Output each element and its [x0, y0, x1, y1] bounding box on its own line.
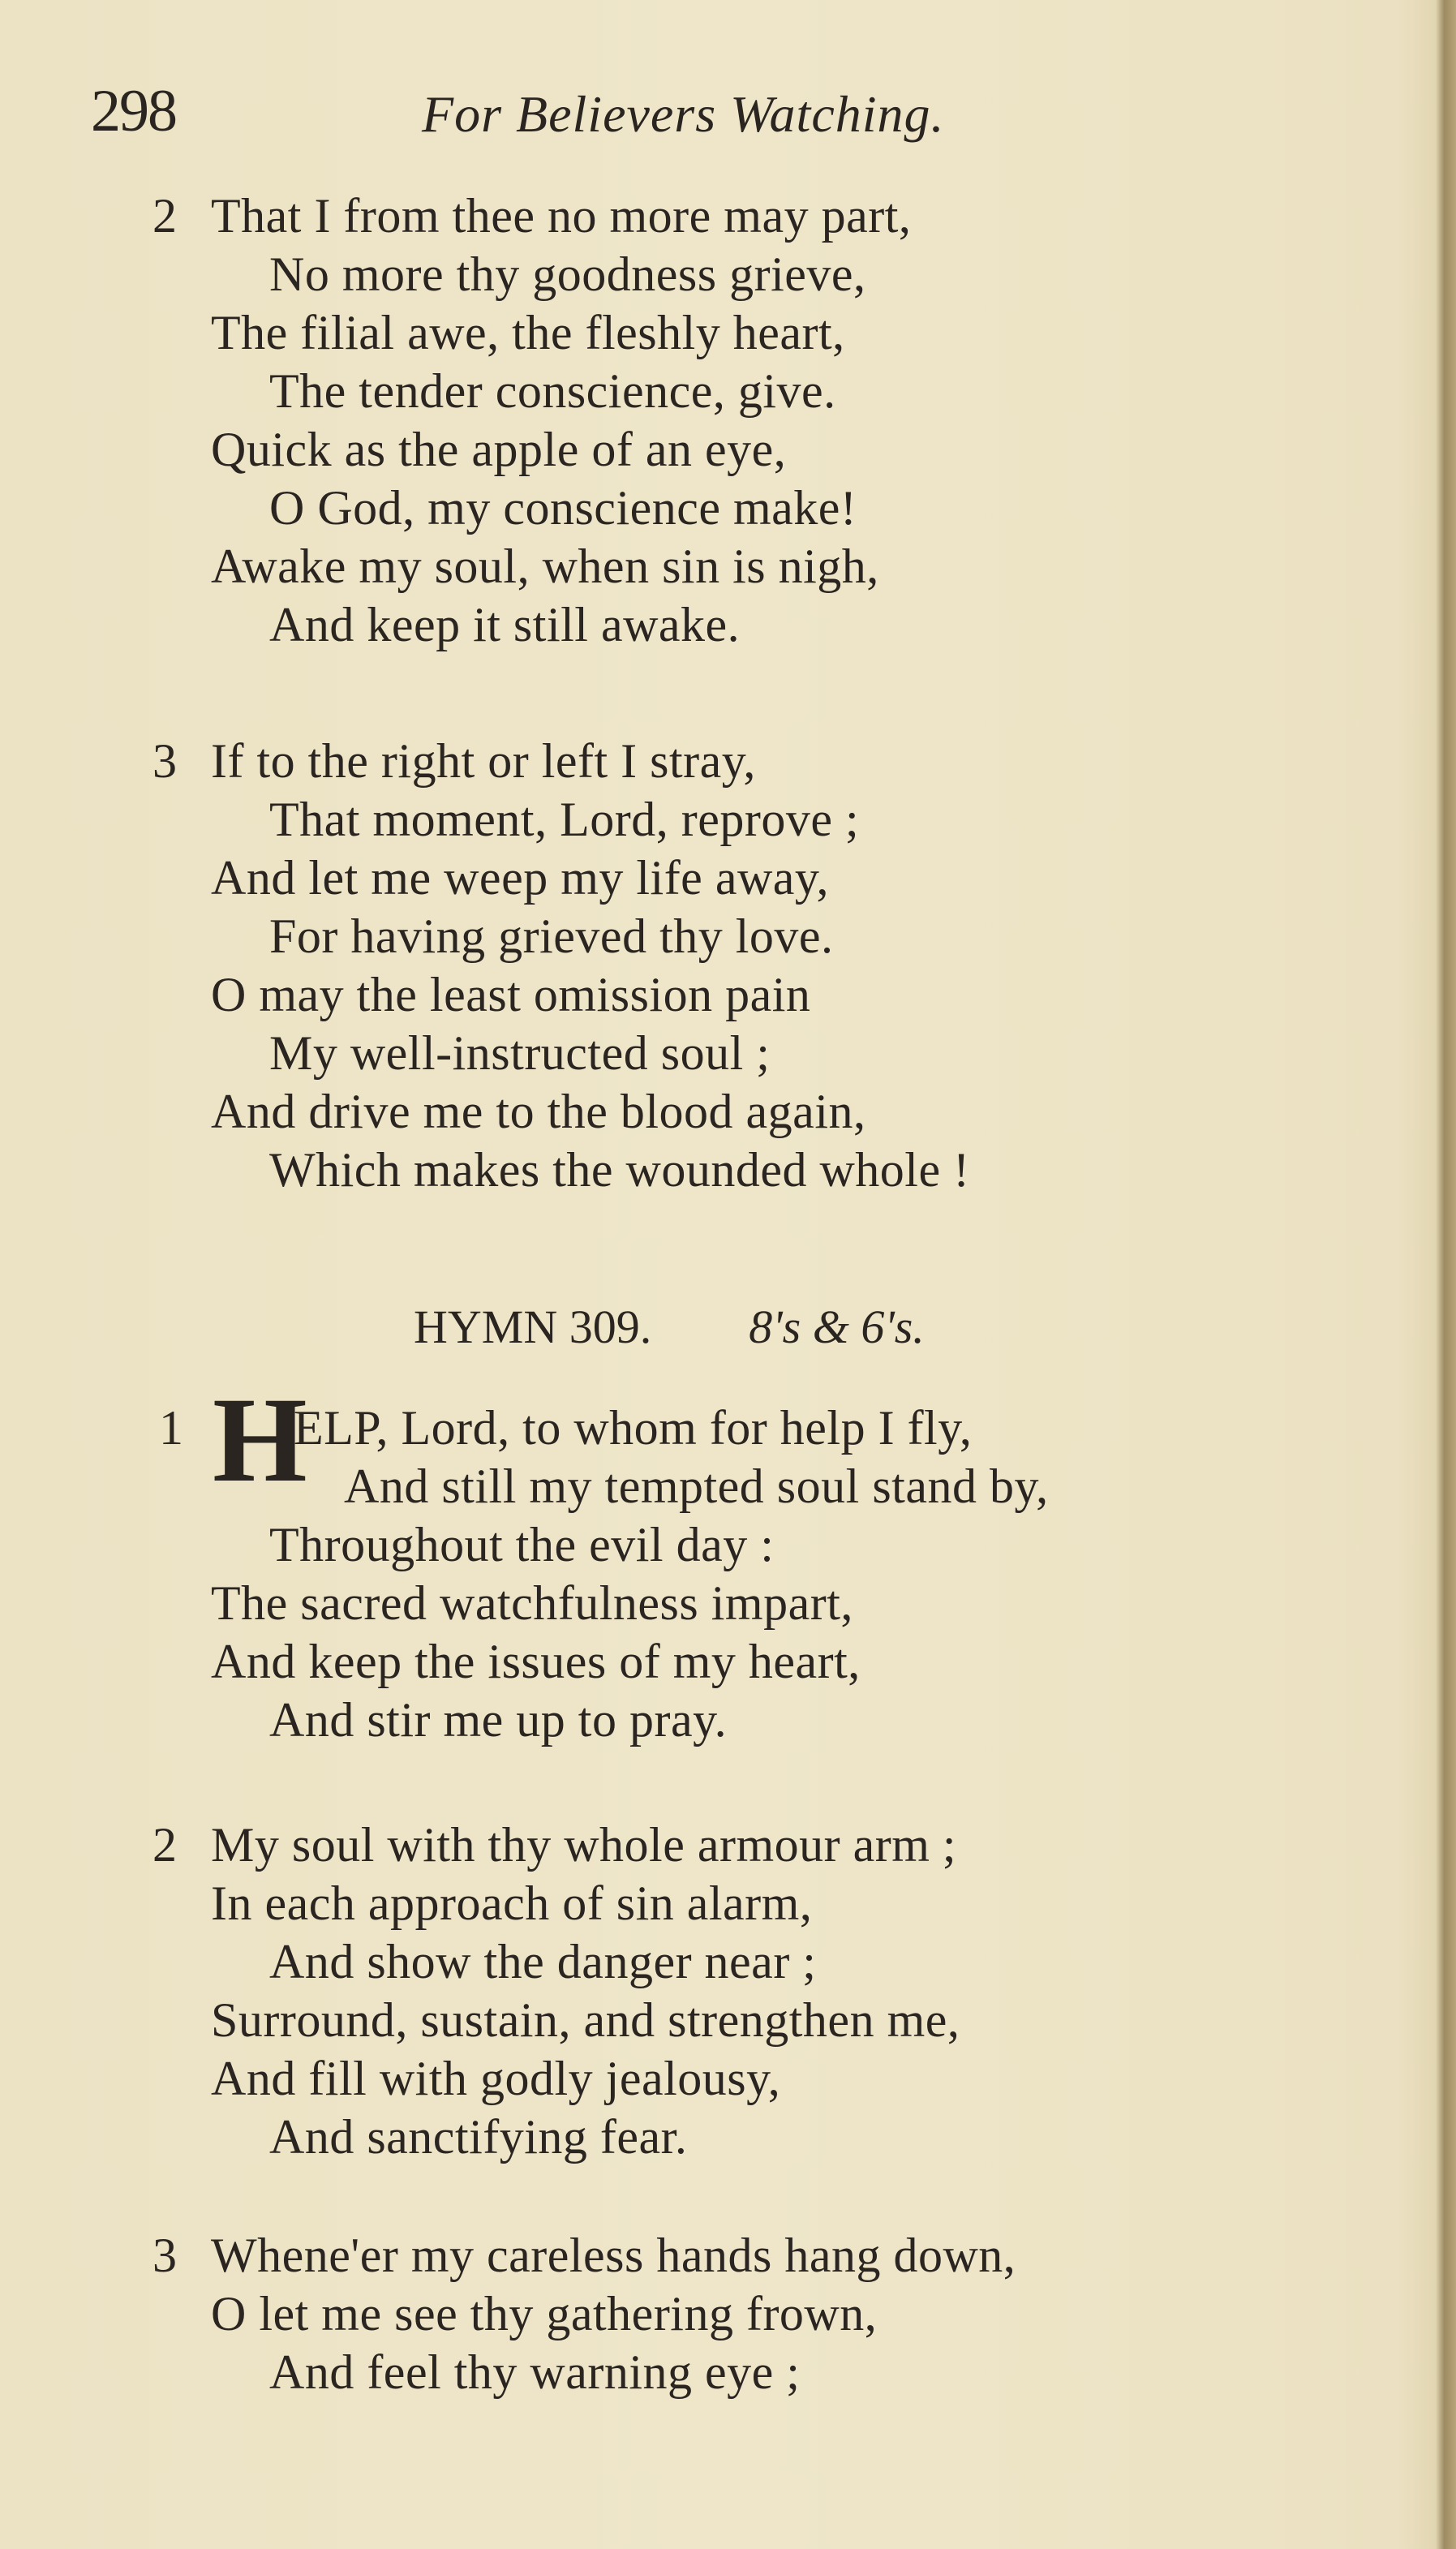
verse-line: No more thy goodness grieve,: [269, 247, 866, 301]
verse-line: Quick as the apple of an eye,: [211, 423, 787, 476]
verse-line: The tender conscience, give.: [269, 364, 836, 418]
verse-line: That moment, Lord, reprove ;: [269, 793, 860, 846]
verse-line: Surround, sustain, and strengthen me,: [211, 1993, 960, 2047]
stanza-number: 3: [152, 2229, 178, 2282]
verse-line: And feel thy warning eye ;: [269, 2345, 801, 2399]
verse-line: And stir me up to pray.: [269, 1693, 728, 1747]
hymn-heading: [414, 1298, 925, 1356]
verse-line: My soul with thy whole armour arm ;: [211, 1818, 957, 1872]
verse-line: And still my tempted soul stand by,: [344, 1459, 1049, 1513]
verse-line: Throughout the evil day :: [269, 1518, 775, 1571]
hymn-meter: 8's & 6's.: [749, 1300, 925, 1353]
stanza-number: 2: [152, 189, 178, 243]
verse-line: Which makes the wounded whole !: [269, 1143, 970, 1197]
verse-line: O let me see thy gathering frown,: [211, 2287, 878, 2341]
verse-line: The filial awe, the fleshly heart,: [211, 306, 845, 359]
stanza-number: 1: [159, 1401, 184, 1455]
verse-line: And let me weep my life away,: [211, 851, 830, 905]
verse-line: And fill with godly jealousy,: [211, 2052, 781, 2105]
stanza-number: 2: [152, 1818, 178, 1872]
verse-line: And keep the issues of my heart,: [211, 1635, 861, 1688]
verse-line: ELP, Lord, to whom for help I fly,: [294, 1401, 973, 1455]
verse-line: Whene'er my careless hands hang down,: [211, 2229, 1016, 2282]
running-title: For Believers Watching.: [422, 85, 945, 143]
page-number: 298: [91, 78, 176, 144]
verse-line: And sanctifying fear.: [269, 2110, 688, 2164]
verse-line: That I from thee no more may part,: [211, 189, 912, 243]
verse-line: Awake my soul, when sin is nigh,: [211, 539, 879, 593]
stanza-number: 3: [152, 734, 178, 788]
verse-line: O God, my conscience make!: [269, 481, 857, 535]
drop-cap: H: [213, 1373, 307, 1507]
verse-line: The sacred watchfulness impart,: [211, 1576, 853, 1630]
verse-line: My well-instructed soul ;: [269, 1026, 771, 1080]
verse-line: For having grieved thy love.: [269, 909, 834, 963]
verse-line: In each approach of sin alarm,: [211, 1876, 813, 1930]
verse-line: O may the least omission pain: [211, 968, 811, 1021]
verse-line: If to the right or left I stray,: [211, 734, 756, 788]
verse-line: And drive me to the blood again,: [211, 1085, 866, 1138]
verse-line: And keep it still awake.: [269, 598, 741, 651]
hymn-title: HYMN 309.: [414, 1300, 652, 1353]
verse-line: And show the danger near ;: [269, 1935, 817, 1988]
